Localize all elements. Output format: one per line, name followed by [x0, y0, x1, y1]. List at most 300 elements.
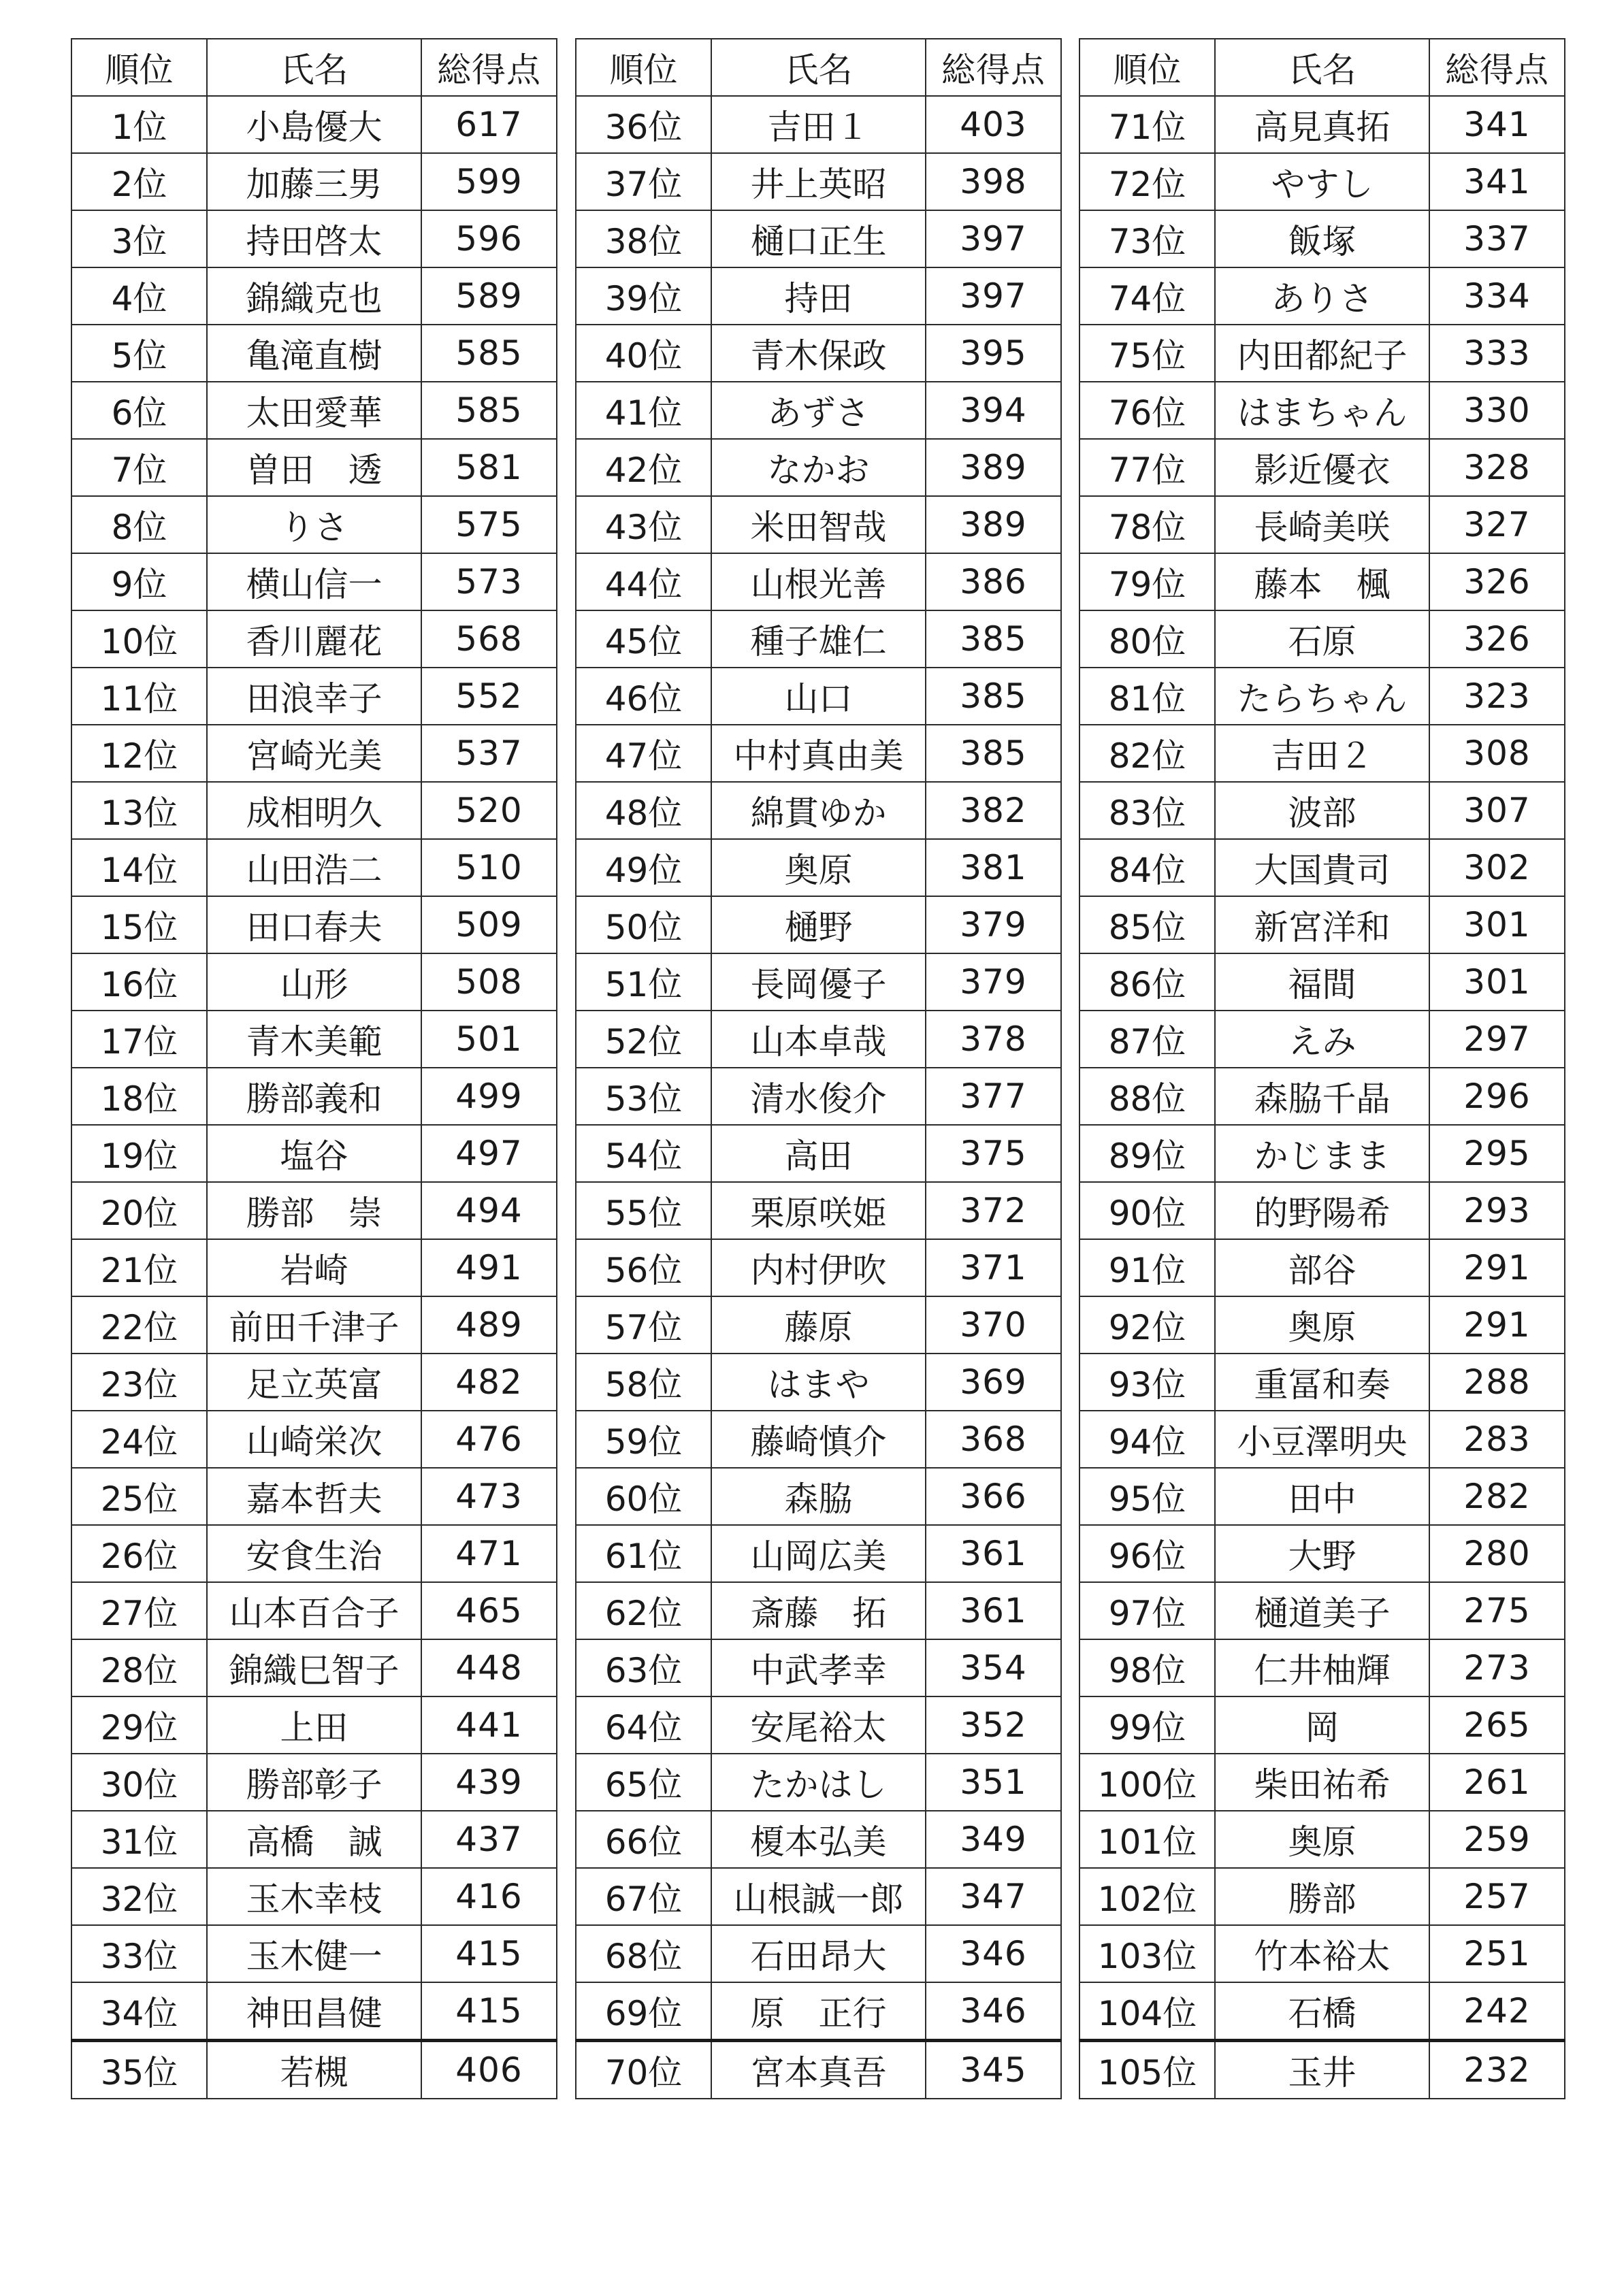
score-cell: 437 — [421, 1811, 557, 1868]
score-cell: 397 — [926, 267, 1061, 325]
name-cell: 宮本真吾 — [711, 2041, 926, 2099]
score-cell: 242 — [1429, 1982, 1565, 2041]
table-row — [576, 325, 1061, 382]
score-header: 総得点 — [421, 39, 557, 96]
rank-cell: 5位 — [71, 325, 207, 382]
rank-cell: 62位 — [576, 1582, 711, 1639]
score-header: 総得点 — [1429, 39, 1565, 96]
rank-cell: 51位 — [576, 953, 711, 1011]
rank-cell: 39位 — [576, 267, 711, 325]
score-cell: 585 — [421, 382, 557, 439]
rank-cell: 28位 — [71, 1639, 207, 1696]
score-cell: 301 — [1429, 896, 1565, 953]
score-cell: 371 — [926, 1239, 1061, 1296]
table-row — [1079, 210, 1565, 267]
name-cell: かじまま — [1215, 1125, 1429, 1182]
score-cell: 394 — [926, 382, 1061, 439]
rank-cell: 71位 — [1079, 96, 1215, 153]
name-cell: 吉田２ — [1215, 725, 1429, 782]
score-cell: 552 — [421, 668, 557, 725]
table-row — [1079, 668, 1565, 725]
score-cell: 323 — [1429, 668, 1565, 725]
table-row — [1079, 1182, 1565, 1239]
table-row — [576, 896, 1061, 953]
rank-cell: 4位 — [71, 267, 207, 325]
rank-cell: 33位 — [71, 1925, 207, 1982]
rank-cell: 83位 — [1079, 782, 1215, 839]
rank-cell: 35位 — [71, 2041, 207, 2099]
score-cell: 441 — [421, 1696, 557, 1754]
table-row — [576, 1982, 1061, 2041]
score-cell: 366 — [926, 1468, 1061, 1525]
name-cell: 樋野 — [711, 896, 926, 953]
rank-cell: 70位 — [576, 2041, 711, 2099]
name-cell: 高田 — [711, 1125, 926, 1182]
table-row — [576, 382, 1061, 439]
name-cell: 内田都紀子 — [1215, 325, 1429, 382]
table-row — [71, 1296, 557, 1354]
rank-header: 順位 — [71, 39, 207, 96]
score-cell: 389 — [926, 439, 1061, 496]
table-row — [576, 1182, 1061, 1239]
name-cell: 内村伊吹 — [711, 1239, 926, 1296]
table-row — [71, 267, 557, 325]
score-cell: 581 — [421, 439, 557, 496]
table-row — [576, 1639, 1061, 1696]
name-cell: 山口 — [711, 668, 926, 725]
score-cell: 302 — [1429, 839, 1565, 896]
table-row — [1079, 1468, 1565, 1525]
table-row — [71, 668, 557, 725]
table-row — [576, 782, 1061, 839]
rank-cell: 79位 — [1079, 553, 1215, 610]
score-cell: 499 — [421, 1068, 557, 1125]
table-row — [71, 1582, 557, 1639]
header-row — [576, 39, 1061, 96]
table-row — [576, 1411, 1061, 1468]
table-row — [576, 1582, 1061, 1639]
name-cell: 影近優衣 — [1215, 439, 1429, 496]
name-cell: 山根光善 — [711, 553, 926, 610]
table-row — [1079, 1982, 1565, 2041]
table-row — [71, 1982, 557, 2041]
rank-cell: 24位 — [71, 1411, 207, 1468]
rank-cell: 86位 — [1079, 953, 1215, 1011]
table-row — [1079, 325, 1565, 382]
score-cell: 351 — [926, 1754, 1061, 1811]
name-cell: 玉木幸枝 — [207, 1868, 421, 1925]
score-cell: 398 — [926, 153, 1061, 210]
score-cell: 330 — [1429, 382, 1565, 439]
name-cell: 綿貫ゆか — [711, 782, 926, 839]
table-row — [1079, 496, 1565, 553]
score-cell: 509 — [421, 896, 557, 953]
name-cell: 井上英昭 — [711, 153, 926, 210]
score-cell: 259 — [1429, 1811, 1565, 1868]
rank-cell: 37位 — [576, 153, 711, 210]
name-cell: 勝部義和 — [207, 1068, 421, 1125]
name-header: 氏名 — [711, 39, 926, 96]
score-cell: 377 — [926, 1068, 1061, 1125]
table-row — [71, 96, 557, 153]
rank-cell: 88位 — [1079, 1068, 1215, 1125]
name-cell: 勝部 — [1215, 1868, 1429, 1925]
rank-cell: 45位 — [576, 610, 711, 668]
rank-cell: 20位 — [71, 1182, 207, 1239]
table-row — [576, 1354, 1061, 1411]
name-cell: 飯塚 — [1215, 210, 1429, 267]
score-cell: 375 — [926, 1125, 1061, 1182]
name-cell: 森脇 — [711, 1468, 926, 1525]
score-cell: 599 — [421, 153, 557, 210]
rank-cell: 21位 — [71, 1239, 207, 1296]
name-cell: 前田千津子 — [207, 1296, 421, 1354]
table-row — [1079, 1296, 1565, 1354]
rank-cell: 18位 — [71, 1068, 207, 1125]
table-row — [71, 1925, 557, 1982]
name-cell: なかお — [711, 439, 926, 496]
rank-cell: 25位 — [71, 1468, 207, 1525]
rank-cell: 42位 — [576, 439, 711, 496]
score-cell: 273 — [1429, 1639, 1565, 1696]
rank-cell: 50位 — [576, 896, 711, 953]
rank-cell: 17位 — [71, 1011, 207, 1068]
table-row — [71, 896, 557, 953]
table-row — [71, 1868, 557, 1925]
table-row — [576, 1011, 1061, 1068]
score-cell: 372 — [926, 1182, 1061, 1239]
rank-cell: 52位 — [576, 1011, 711, 1068]
table-row — [71, 1182, 557, 1239]
table-row — [71, 1239, 557, 1296]
name-cell: 持田 — [711, 267, 926, 325]
score-cell: 275 — [1429, 1582, 1565, 1639]
name-cell: 宮崎光美 — [207, 725, 421, 782]
rank-cell: 19位 — [71, 1125, 207, 1182]
table-row — [1079, 1639, 1565, 1696]
table-row — [1079, 1582, 1565, 1639]
table-row — [1079, 953, 1565, 1011]
score-cell: 261 — [1429, 1754, 1565, 1811]
score-cell: 416 — [421, 1868, 557, 1925]
rank-cell: 38位 — [576, 210, 711, 267]
score-cell: 585 — [421, 325, 557, 382]
rank-cell: 102位 — [1079, 1868, 1215, 1925]
table-row — [1079, 1354, 1565, 1411]
ranking-table-1 — [71, 38, 557, 2099]
name-cell: 中村真由美 — [711, 725, 926, 782]
score-cell: 251 — [1429, 1925, 1565, 1982]
score-cell: 397 — [926, 210, 1061, 267]
score-cell: 497 — [421, 1125, 557, 1182]
table-row — [1079, 1754, 1565, 1811]
rank-cell: 8位 — [71, 496, 207, 553]
score-cell: 341 — [1429, 96, 1565, 153]
table-row — [1079, 1696, 1565, 1754]
score-cell: 291 — [1429, 1239, 1565, 1296]
rank-cell: 75位 — [1079, 325, 1215, 382]
score-cell: 345 — [926, 2041, 1061, 2099]
rank-cell: 78位 — [1079, 496, 1215, 553]
name-cell: 小島優大 — [207, 96, 421, 153]
score-cell: 439 — [421, 1754, 557, 1811]
table-row — [71, 553, 557, 610]
rank-header: 順位 — [576, 39, 711, 96]
score-cell: 510 — [421, 839, 557, 896]
table-row — [71, 1696, 557, 1754]
rank-cell: 64位 — [576, 1696, 711, 1754]
name-cell: ありさ — [1215, 267, 1429, 325]
name-cell: 福間 — [1215, 953, 1429, 1011]
rank-cell: 48位 — [576, 782, 711, 839]
name-header: 氏名 — [1215, 39, 1429, 96]
rank-cell: 30位 — [71, 1754, 207, 1811]
name-cell: 新宮洋和 — [1215, 896, 1429, 953]
table-row — [1079, 1068, 1565, 1125]
rank-cell: 65位 — [576, 1754, 711, 1811]
name-cell: 山根誠一郎 — [711, 1868, 926, 1925]
name-cell: 藤本 楓 — [1215, 553, 1429, 610]
name-cell: 中武孝幸 — [711, 1639, 926, 1696]
score-cell: 415 — [421, 1982, 557, 2041]
rank-cell: 84位 — [1079, 839, 1215, 896]
table-row — [576, 210, 1061, 267]
table-row — [71, 382, 557, 439]
name-cell: 大国貴司 — [1215, 839, 1429, 896]
table-row — [576, 1296, 1061, 1354]
name-cell: 玉木健一 — [207, 1925, 421, 1982]
rank-cell: 22位 — [71, 1296, 207, 1354]
name-cell: 山崎栄次 — [207, 1411, 421, 1468]
rank-cell: 95位 — [1079, 1468, 1215, 1525]
name-cell: 山本卓哉 — [711, 1011, 926, 1068]
score-cell: 283 — [1429, 1411, 1565, 1468]
name-cell: 加藤三男 — [207, 153, 421, 210]
score-cell: 293 — [1429, 1182, 1565, 1239]
score-cell: 379 — [926, 896, 1061, 953]
score-cell: 368 — [926, 1411, 1061, 1468]
score-cell: 346 — [926, 1982, 1061, 2041]
name-cell: 塩谷 — [207, 1125, 421, 1182]
name-cell: 山形 — [207, 953, 421, 1011]
table-row — [576, 610, 1061, 668]
name-cell: 種子雄仁 — [711, 610, 926, 668]
table-row — [1079, 553, 1565, 610]
rank-cell: 59位 — [576, 1411, 711, 1468]
score-cell: 568 — [421, 610, 557, 668]
name-cell: 長崎美咲 — [1215, 496, 1429, 553]
table-row — [71, 325, 557, 382]
score-cell: 491 — [421, 1239, 557, 1296]
score-cell: 337 — [1429, 210, 1565, 267]
table-row — [71, 953, 557, 1011]
name-cell: 山田浩二 — [207, 839, 421, 896]
rank-cell: 11位 — [71, 668, 207, 725]
name-cell: 波部 — [1215, 782, 1429, 839]
name-cell: 山岡広美 — [711, 1525, 926, 1582]
rank-cell: 99位 — [1079, 1696, 1215, 1754]
score-cell: 334 — [1429, 267, 1565, 325]
score-cell: 361 — [926, 1582, 1061, 1639]
rank-cell: 60位 — [576, 1468, 711, 1525]
name-cell: 高見真拓 — [1215, 96, 1429, 153]
table-row — [1079, 1525, 1565, 1582]
table-row — [71, 210, 557, 267]
table-row — [1079, 1411, 1565, 1468]
name-cell: 安尾裕太 — [711, 1696, 926, 1754]
table-row — [576, 725, 1061, 782]
rank-cell: 3位 — [71, 210, 207, 267]
rank-cell: 85位 — [1079, 896, 1215, 953]
rank-cell: 10位 — [71, 610, 207, 668]
rank-cell: 93位 — [1079, 1354, 1215, 1411]
rank-cell: 47位 — [576, 725, 711, 782]
name-cell: やすし — [1215, 153, 1429, 210]
name-cell: 石原 — [1215, 610, 1429, 668]
table-row — [71, 153, 557, 210]
score-cell: 232 — [1429, 2041, 1565, 2099]
score-header: 総得点 — [926, 39, 1061, 96]
score-cell: 369 — [926, 1354, 1061, 1411]
score-cell: 301 — [1429, 953, 1565, 1011]
table-row — [1079, 610, 1565, 668]
score-cell: 333 — [1429, 325, 1565, 382]
table-row — [1079, 839, 1565, 896]
table-row — [71, 1354, 557, 1411]
rank-cell: 2位 — [71, 153, 207, 210]
score-cell: 617 — [421, 96, 557, 153]
rank-cell: 56位 — [576, 1239, 711, 1296]
name-cell: 香川麗花 — [207, 610, 421, 668]
name-cell: 持田啓太 — [207, 210, 421, 267]
table-row — [576, 1125, 1061, 1182]
score-cell: 257 — [1429, 1868, 1565, 1925]
name-cell: 的野陽希 — [1215, 1182, 1429, 1239]
name-cell: 田口春夫 — [207, 896, 421, 953]
name-cell: 勝部彰子 — [207, 1754, 421, 1811]
score-cell: 520 — [421, 782, 557, 839]
name-cell: 樋道美子 — [1215, 1582, 1429, 1639]
name-cell: 亀滝直樹 — [207, 325, 421, 382]
rank-cell: 54位 — [576, 1125, 711, 1182]
rank-cell: 9位 — [71, 553, 207, 610]
name-cell: 田浪幸子 — [207, 668, 421, 725]
score-cell: 296 — [1429, 1068, 1565, 1125]
table-row — [71, 1639, 557, 1696]
rank-cell: 92位 — [1079, 1296, 1215, 1354]
table-row — [71, 496, 557, 553]
table-row — [576, 553, 1061, 610]
name-cell: 高橋 誠 — [207, 1811, 421, 1868]
table-row — [1079, 96, 1565, 153]
score-cell: 307 — [1429, 782, 1565, 839]
rank-cell: 100位 — [1079, 1754, 1215, 1811]
score-cell: 537 — [421, 725, 557, 782]
name-cell: 大野 — [1215, 1525, 1429, 1582]
score-cell: 265 — [1429, 1696, 1565, 1754]
table-row — [1079, 1868, 1565, 1925]
score-cell: 406 — [421, 2041, 557, 2099]
table-row — [71, 1068, 557, 1125]
name-cell: たかはし — [711, 1754, 926, 1811]
score-cell: 489 — [421, 1296, 557, 1354]
score-cell: 395 — [926, 325, 1061, 382]
table-row — [576, 1525, 1061, 1582]
rank-cell: 103位 — [1079, 1925, 1215, 1982]
score-cell: 328 — [1429, 439, 1565, 496]
rank-cell: 1位 — [71, 96, 207, 153]
table-row — [71, 1125, 557, 1182]
rank-cell: 63位 — [576, 1639, 711, 1696]
rank-cell: 72位 — [1079, 153, 1215, 210]
score-cell: 352 — [926, 1696, 1061, 1754]
rank-cell: 68位 — [576, 1925, 711, 1982]
score-cell: 573 — [421, 553, 557, 610]
rank-cell: 74位 — [1079, 267, 1215, 325]
rank-cell: 14位 — [71, 839, 207, 896]
ranking-table-2 — [575, 38, 1062, 2099]
name-cell: 岡 — [1215, 1696, 1429, 1754]
table-row — [1079, 2041, 1565, 2099]
table-row — [1079, 439, 1565, 496]
score-cell: 346 — [926, 1925, 1061, 1982]
name-cell: 錦織巳智子 — [207, 1639, 421, 1696]
rank-cell: 26位 — [71, 1525, 207, 1582]
rank-cell: 13位 — [71, 782, 207, 839]
rank-cell: 96位 — [1079, 1525, 1215, 1582]
name-cell: 樋口正生 — [711, 210, 926, 267]
table-row — [576, 496, 1061, 553]
name-cell: 原 正行 — [711, 1982, 926, 2041]
rank-cell: 27位 — [71, 1582, 207, 1639]
rank-cell: 31位 — [71, 1811, 207, 1868]
rank-cell: 94位 — [1079, 1411, 1215, 1468]
rank-cell: 67位 — [576, 1868, 711, 1925]
name-cell: 栗原咲姫 — [711, 1182, 926, 1239]
score-cell: 494 — [421, 1182, 557, 1239]
table-row — [576, 1696, 1061, 1754]
rank-cell: 46位 — [576, 668, 711, 725]
score-cell: 326 — [1429, 553, 1565, 610]
header-row — [1079, 39, 1565, 96]
name-cell: 勝部 崇 — [207, 1182, 421, 1239]
name-cell: 岩崎 — [207, 1239, 421, 1296]
score-cell: 349 — [926, 1811, 1061, 1868]
name-cell: あずさ — [711, 382, 926, 439]
table-row — [576, 96, 1061, 153]
rank-cell: 49位 — [576, 839, 711, 896]
score-cell: 448 — [421, 1639, 557, 1696]
table-row — [576, 1925, 1061, 1982]
score-cell: 381 — [926, 839, 1061, 896]
score-cell: 415 — [421, 1925, 557, 1982]
score-cell: 341 — [1429, 153, 1565, 210]
score-cell: 508 — [421, 953, 557, 1011]
name-cell: 藤崎慎介 — [711, 1411, 926, 1468]
rank-cell: 16位 — [71, 953, 207, 1011]
name-cell: 田中 — [1215, 1468, 1429, 1525]
table-row — [71, 839, 557, 896]
rank-header: 順位 — [1079, 39, 1215, 96]
table-row — [71, 782, 557, 839]
name-cell: 曽田 透 — [207, 439, 421, 496]
score-cell: 347 — [926, 1868, 1061, 1925]
table-row — [1079, 896, 1565, 953]
name-cell: 太田愛華 — [207, 382, 421, 439]
score-cell: 386 — [926, 553, 1061, 610]
name-cell: 小豆澤明央 — [1215, 1411, 1429, 1468]
name-cell: 奥原 — [1215, 1811, 1429, 1868]
